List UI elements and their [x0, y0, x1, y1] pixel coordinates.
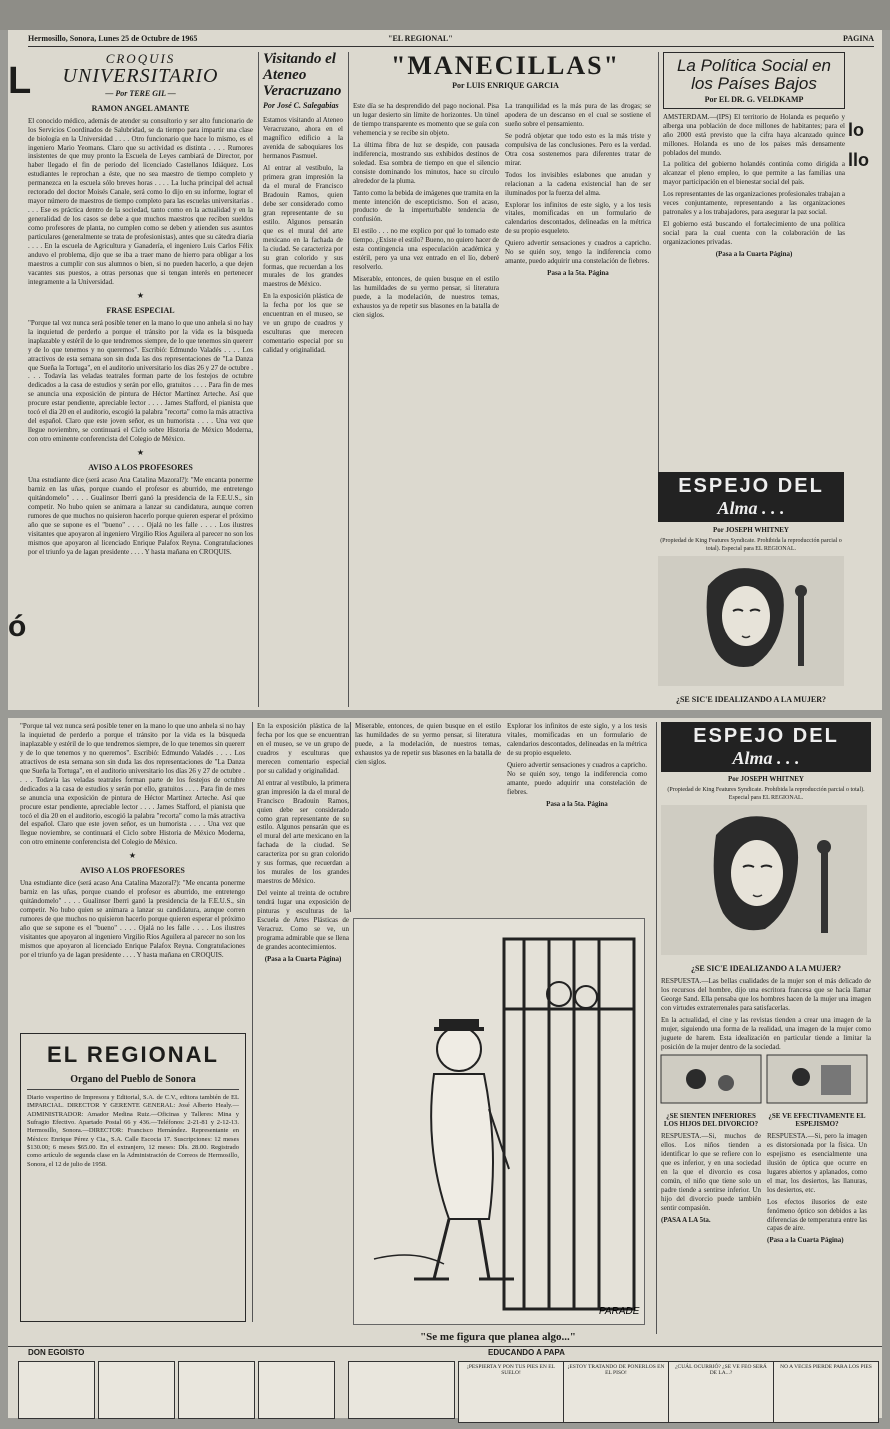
manecillas-paragraph: Miserable, entonces, de quien busque en el estilo las humildades de su yermo pensar, si literatura puede, a la modelación, de nuestros temas, exhaustos ya de repetir sus blasones en la batalla de cien siglos.: [355, 722, 501, 766]
croquis-paragraph: Una estudiante dice (será acaso Ana Catalina Mazoral?): "Me encanta ponerme barniz en las uñas, porque cuando el profesor es aburrido, me entretengo quitándomelo" . . . . Gualinsor Iberri ganó la presidencia de la F.E.U.S., sin competir. No hubo quien se animara a lanzar su candidatura, aunque corren rumores de que muchos no quisieron hacerlo porque quieren esperar el próximo año que se supone es el "bueno" . . . . Ojalá no les falle . . . . Los ilustres visitantes que apoyaron al ingeniero Virgilio Ríos Aguilera al parecer no son los mismos que apoyaron al licenciado Enrique Palafox Reyna. Congratulaciones por el triunfo ya de lagan presidente . . . . Y hasta mañana en CROQUIS.: [20, 879, 245, 959]
cartoon-caption: "Se me figura que planea algo...": [420, 1331, 576, 1343]
continued-note: (Pasa a la Cuarta Página): [715, 250, 793, 259]
manecillas-byline: Por LUIS ENRIQUE GARCIA: [452, 81, 559, 91]
ateneo-continuation: [252, 722, 349, 1322]
manecillas-paragraph: Se podrá objetar que todo esto es la más triste y compulsiva de las conclusiones. Pero es la verdad. Otra cosa sostenemos para diferentes tratar de mirar.: [505, 131, 651, 167]
jail-cartoon-illustration: [354, 919, 644, 1324]
politica-byline: Por EL DR. G. VELDKAMP: [704, 94, 804, 104]
comic-panel: [18, 1361, 95, 1419]
comic-panel: [258, 1361, 335, 1419]
masthead-info: Diario vespertino de Impresora y Editorial, S.A. de C.V., editora también de EL IMPARCIAL. DIRECTOR Y GERENTE GENERAL: José Alberto Healy.—ADMINISTRADOR: Amador Medina Ruiz.—Oficinas y Talleres: Mina y Sufragio Efectivo. Apartado Postal 66 y 436.—Teléfonos: 2-21-81 y 2-12-13. Hermosillo, Sonora.—DIRECTOR: Francisco Hernández. Representante en México: Enrique Pérez y Cia., S.A. Calle Escocia 17. Suscripciones: 12 meses $130.00; 6 meses $65.00. En el extranjero, 12 meses: Dls. 28.00. Registrado como artículo de segunda clase en la Administración de Correos de Hermosillo, Sonora, el 12 de julio de 1958.: [27, 1094, 239, 1168]
newspaper-page-bottom-scan: [8, 718, 882, 1418]
cartoon-panel: [353, 918, 645, 1325]
croquis-byline: — Por TERE GIL —: [105, 88, 176, 98]
ateneo-paragraph: Al entrar al vestíbulo, la primera gran impresión la da el mural de Francisco Bradouin Ramos, quien debe ser considerado como gran representante de su estilo. Algunos pensarán que es el mural del arte mexicano en la fachada de la ciudad. Se caracteriza por su gran colorido y sus formas, que recuerdan a los murales de los grandes maestros de México.: [257, 778, 349, 886]
manecillas-paragraph: Explorar los infinitos de este siglo, y a los tesis vitales, momificadas en un formulario de calendarios descontados, delineadas en la métrica de su propio esqueleto.: [507, 722, 647, 757]
manecillas-continuation: [350, 722, 655, 912]
comic-panel: [348, 1361, 455, 1419]
manecillas-paragraph: La última fibra de luz se despide, con pausada indiferencia, mostrando sus exhibidos destinos de soledad. Esa sombra de tiempo en que el silencio consiste dominando los minutos, hace su círculo alrededor de la pluma.: [353, 140, 499, 185]
espejo-answer: RESPUESTA.—Si, muchos de ellos. Los niños tienden a identificar lo que se refiere con lo que es inferior, y en una sociedad en la que el divorcio es cosa común, el niño que tiene solo un padre tiende a sentirse inferior. Un hijo del divorcio puede también sentir compasión.: [661, 1131, 761, 1212]
espejo-answer: RESPUESTA.—Las bellas cualidades de la mujer son el más delicado de los recursos del hombre, dijo una escritora francesa que se hacía llamar George Sand. Ella pensaba que los hombres hacen de la mujer una imagen con virtudes extraterrenales para satisfacerlas.: [661, 977, 871, 1013]
manecillas-col-2: [505, 102, 651, 281]
manecillas-paragraph: Este día se ha desprendido del pago nocional. Pisa un lugar desierto sin límite de horizontes. Un túnel de tiempo transparente es momento que se guía con vehemencia y se recibe sin objeto.: [353, 102, 499, 137]
woman-portrait-illustration: [658, 556, 844, 686]
clipped-right-column: lo llo: [848, 120, 869, 170]
manecillas-col-1: [353, 102, 499, 323]
ateneo-paragraph: Estamos visitando al Ateneo Veracruzano, ahora en el magnífico edificio a la avenida de saboquiares los hermanos Pasmuel.: [263, 116, 343, 161]
politica-paragraph: AMSTERDAM.—(IPS) El territorio de Holanda es pequeño y alberga una población de doce millones de habitantes; para el año 2000 está previsto que la cifra haya alcanzado quince millones. Holanda es uno de los países más densamente poblados del mundo.: [663, 112, 845, 157]
ateneo-title: Visitando el Ateneo Veracruzano: [263, 51, 342, 99]
croquis-paragraph: El conocido médico, además de atender su consultorio y ser alto funcionario de los Servicios Coordinados de Salubridad, se da tiempo para impartir una clase de biología en la Universidad . . . . Otro funcionario que hace lo mismo, es el ingeniero Mario Yeomans. Claro que su actividad es distinta . . . . Rumores insistentes de que muy pronto la Escuela de Leyes cambiará de Director, por haber llegado el fin de periodo del licenciado Castellanos Idiáquez. Los estudiantes le reprochan a éste, que no sea maestro de tiempo completo y permanezca en la escuela sólo breves horas . . . . La lucha principal del actual rectorado del doctor Moisés Canale, será como lo dijo en su informe, lograr el mayor número de maestros de tiempo completo para las escuelas universitarias . . . . Ese es práctica dentro de la sociedad, tanto como en la actualidad y en la generalidad de los casos se debe a que muchos maestros que reciben sueldos como profesores de planta, no cumplen como se deben y atienden sus asuntos particulares (generalmente se trata de profesionistas), antes que su cátedra diaria . . . . En la escuela de Agricultura y Ganadería, el ingeniero Luis Carlos Félix anduvo el problema, dijo que se iba a traer mano de hierro para obligar a los maestros a cumplir con sus alumnos o bien, si no pueden hacerlo, a que dejen vacantes sus puestos, a otras personas que si tengan interés en pertenecer integramente a la Universidad.: [28, 116, 253, 286]
masthead-tagline: Organo del Pueblo de Sonora: [70, 1074, 196, 1085]
masthead-title: "EL REGIONAL": [388, 34, 453, 43]
croquis-subject: RAMON ANGEL AMANTE: [91, 103, 190, 113]
manecillas-paragraph: Todos los invisibles eslabones que anudan y relacionan a la cadena existencial han de ser iluminados por la fuerza del alma.: [505, 170, 651, 197]
espejo-rights: (Propiedad de King Features Syndicate. Prohibida la reproducción parcial o total). Especial para EL REGIONAL.: [660, 537, 842, 552]
croquis-title: UNIVERSITARIO: [62, 64, 219, 87]
espejo-header: ESPEJO DEL Alma . . .: [658, 472, 844, 522]
comic-strips: [8, 1346, 882, 1419]
dateline: Hermosillo, Sonora, Lunes 25 de Octubre de 1965: [28, 34, 198, 43]
manecillas-paragraph: Miserable, entonces, de quien busque en el estilo las humildades de su yermo pensar, si literatura puede, a la modelación, de nuestros temas, exhaustos ya de repetir sus blasones en la batalla de cien siglos.: [353, 275, 499, 319]
clipped-right-column: [870, 738, 882, 1338]
espejo-byline: Por JOSEPH WHITNEY: [713, 526, 789, 534]
continued-note: Pasa a la 5ta. Página: [546, 799, 608, 808]
comic-panel: [563, 1361, 669, 1423]
politica-paragraph: La política del gobierno holandés continúa como dirigida a alcanzar el pleno empleo, lo que permite a las familias una mayor participación en el bienestar social del país.: [663, 160, 845, 187]
continued-note: (PASA A LA 5ta.: [661, 1215, 711, 1224]
scan-top-edge: [0, 0, 890, 30]
comic-title-educando-a-papa: EDUCANDO A PAPA: [488, 1348, 565, 1357]
politica-paragraph: Los representantes de las organizaciones profesionales trabajan a veces conjuntamente, representando a las organizaciones patronales y a los trabajadores, para asegurar la paz social.: [663, 190, 845, 217]
separator-star: ★: [136, 448, 145, 458]
continued-note: (Pasa a la Cuarta Página): [264, 954, 342, 963]
newspaper-page-top-scan: [8, 30, 882, 710]
continued-note: Pasa a la 5ta. Página: [547, 269, 609, 278]
espejo-column: [656, 722, 871, 1334]
croquis-continuation: "Porque tal vez nunca será posible tener en la mano lo que uno anhela si no hay la inquietud de perderlo a porque el tránsito por la vida es la búsqueda inaplazable y estéril de lo que tendremos siempre, de lo que tenemos sin quererr y de lo que tenemos y no queremos". Escribió: Edmundo Valadés . . . . Los atractivos de esta semana son sin duda las dos representaciones de "La Danza que Sueña la Tortuga", en el auditorio universitario los días 26 y 27 de octubre . . . . Todavía las veladas teatrales forman parte de los festejos de octubre dedicados a la casa de estudios y serán por ello, gratuitos . . . . Para fin de mes se anuncia una exposición de pintura de Héctor Martínez Arteche. Así que procure estar pendiente, apreciable lector . . . . James Stafford, el pianista que tocó el día 20 en el auditorio, escogió la palabra "recorta" como la más atractiva del español. Claro que este joven señor, es un humorista . . . . Una vez que llegue noviembre, se continuará el Ciclo sobre Historia de México Moderna, con otro eminente conferencista del Colegio de México. ★ AVISO A LOS PROFESORES Una estudiante dice (será acaso Ana Catalina Mazoral?): "Me encanta ponerme barniz en las uñas, porque cuando el profesor es aburrido, me entretengo quitándomelo" . . . . Gualinsor Iberri ganó la presidencia de la F.E.U.S., sin competir. No hubo quien se animara a lanzar su candidatura, aunque corren rumores de que muchos no quisieron hacerlo porque quieren esperar el próximo año que se supone es el "bueno" . . . . Ojalá no les falle . . . . Los ilustres visitantes que apoyaron al ingeniero Virgilio Ríos Aguilera al parecer no son los mismos que apoyaron al licenciado Enrique Palafox Reyna. Congratulaciones por el triunfo ya de lagan presidente . . . . Y hasta mañana en CROQUIS.: [20, 722, 245, 959]
ateneo-paragraph: En la exposición plástica de la fecha por los que se encuentran en el museo, se ve un grupo de cuadros y esculturas que merecen comentario especial por su calidad y originalidad.: [257, 722, 349, 775]
espejo-question: ¿SE SIENTEN INFERIORES LOS HIJOS DEL DIVORCIO?: [663, 1111, 759, 1128]
croquis-title-top: CROQUIS: [105, 51, 176, 66]
ateneo-paragraph: Al entrar al vestíbulo, la primera gran impresión la da el mural de Francisco Bradouin Ramos, quien debe ser considerado como gran representante de su estilo. Algunos pensarán que es el mural del arte mexicano en la fachada de la ciudad. Se caracteriza por su gran colorido y sus formas, que recuerdan a los murales de los grandes maestros de México.: [263, 164, 343, 289]
ateneo-paragraph: En la exposición plástica de la fecha por los que se encuentran en el museo, se ve un grupo de cuadros y esculturas que merecen comentario especial por su calidad y originalidad.: [263, 292, 343, 355]
ateneo-article: [258, 52, 343, 707]
manecillas-paragraph: El estilo . . . no me explico por qué lo tomado este tiempo. ¿Existe el estilo? Bueno, no quiero hacer de esta contingencia una especulación académica y estéril, pero ya una vez entrado en el lío, deberé resolverlo.: [353, 227, 499, 272]
manecillas-paragraph: Quiero advertir sensaciones y cuadros a capricho. No se quién soy, tengo la indiferencia como amante, puedo adquirir una constelación de fiebres.: [505, 239, 651, 266]
politica-article: [658, 52, 845, 472]
continued-note: (Pasa a la Cuarta Página): [767, 1236, 844, 1245]
speech-bubble: ¡ESTOY TRATANDO DE PONERLOS EN EL PISO!: [567, 1364, 665, 1376]
speech-bubble: NO A VECES PIERDE PARA LOS PIES: [780, 1364, 872, 1370]
speech-bubble: ¡PESPIERTA Y PON TUS PIES EN EL SUELO!: [467, 1364, 555, 1376]
espejo-header: ESPEJO DEL Alma . . .: [661, 722, 871, 772]
ateneo-byline: Por José C. Salegabias: [263, 101, 339, 111]
croquis-paragraph: "Porque tal vez nunca será posible tener en la mano lo que uno anhela si no hay la inquietud de perderlo a porque el tránsito por la vida es la búsqueda inaplazable y estéril de lo que tendremos siempre, de lo que tenemos sin quererr y de lo que tenemos y no queremos". Escribió: Edmundo Valadés . . . . Los atractivos de esta semana son sin duda las dos representaciones de "La Danza que Sueña la Tortuga", en el auditorio universitario los días 26 y 27 de octubre . . . . Todavía las veladas teatrales forman parte de los festejos de octubre dedicados a la casa de estudios y serán por ello, gratuitos . . . . Para fin de mes se anuncia una exposición de pintura de Héctor Martínez Arteche. Así que procure estar pendiente, apreciable lector . . . . James Stafford, el pianista que tocó el día 20 en el auditorio, escogió la palabra "recorta" como la más atractiva del español. Claro que este joven señor, es un humorista . . . . Una vez que llegue noviembre, se continuará el Ciclo sobre Historia de México Moderna, con otro eminente conferencista del Colegio de México.: [28, 318, 253, 444]
croquis-paragraph: "Porque tal vez nunca será posible tener en la mano lo que uno anhela si no hay la inquietud de perderlo a porque el tránsito por la vida es la búsqueda inaplazable y estéril de lo que tendremos siempre, de lo que tenemos sin quererr y de lo que tenemos y no queremos". Escribió: Edmundo Valadés . . . . Los atractivos de esta semana son sin duda las dos representaciones de "La Danza que Sueña la Tortuga", en el auditorio universitario los días 26 y 27 de octubre . . . . Todavía las veladas teatrales forman parte de los festejos de octubre dedicados a la casa de estudios y serán por ello, gratuitos . . . . Para fin de mes se anuncia una exposición de pintura de Héctor Martínez Arteche. Así que procure estar pendiente, apreciable lector . . . . James Stafford, el pianista que tocó el día 20 en el auditorio, escogió la palabra "recorta" como la más atractiva del español. Claro que este joven señor, es un humorista . . . . Una vez que llegue noviembre, se continuará el Ciclo sobre Historia de México Moderna, con otro eminente conferencista del Colegio de México.: [20, 722, 245, 847]
espejo-answer: Los efectos ilusorios de este fenómeno óptico son debidos a las diferencias de temperatura entre las capas de aire.: [767, 1197, 867, 1233]
espejo-question: ¿SE SIC'E IDEALIZANDO A LA MUJER?: [675, 695, 827, 705]
comic-panel: [458, 1361, 564, 1423]
comic-panel: [668, 1361, 774, 1423]
comic-panel: [178, 1361, 255, 1419]
espejo-column-top: [658, 472, 844, 707]
comic-panel: [773, 1361, 879, 1423]
espejo-question: ¿SE SIC'E IDEALIZANDO A LA MUJER?: [690, 964, 842, 974]
manecillas-paragraph: Tanto como la bebida de imágenes que tramita en la mente intención de escepticismo. Son el acaso, producto de la imperturbable tendencia de confusión.: [353, 188, 499, 224]
ateneo-paragraph: Del veinte al treinta de octubre tendrá lugar una exposición de pinturas y esculturas de la Escuela de Artes Plásticas de Veracruz. Como se ve, un programa admirable que se llena de grandes acontecimientos.: [257, 889, 349, 951]
cartoon-signature: PARADE: [599, 1306, 640, 1317]
page-header: [28, 32, 874, 47]
espejo-answer: En la actualidad, el cine y las revistas tienden a crear una imagen de la mujer, siguiendo una forma de la realidad, una imagen de la mujer como juguete de harem. Esta idealización en particular tiende a limitar la posición de la mujer dentro de la sociedad.: [661, 1016, 871, 1051]
espejo-answer: RESPUESTA.—Si, pero la imagen es distorsionada por la física. Un espejismo es esencialmente una ilusión de óptica que ocurre en lugares abiertos y aplanados, como el mar, los desiertos, las llanuras, los desiertos, etc.: [767, 1131, 867, 1194]
el-regional-masthead-box: [20, 1033, 246, 1322]
croquis-paragraph: Una estudiante dice (será acaso Ana Catalina Mazoral?): "Me encanta ponerme barniz en las uñas, porque cuando el profesor es aburrido, me entretengo quitándomelo" . . . . Gualinsor Iberri ganó la presidencia de la F.E.U.S., sin competir. No hubo quien se animara a lanzar su candidatura, aunque corren rumores de que muchos no quisieron hacerlo porque quieren esperar el próximo año que se supone es el "bueno" . . . . Ojalá no les falle . . . . Los ilustres visitantes que apoyaron al ingeniero Virgilio Ríos Aguilera al parecer no son los mismos que apoyaron al licenciado Enrique Palafox Reyna. Congratulaciones por el triunfo ya de lagan presidente . . . . Y hasta mañana en CROQUIS.: [28, 476, 253, 556]
politica-title-box: [663, 52, 845, 109]
page-label: PAGINA: [843, 34, 874, 43]
manecillas-paragraph: Explorar los infinitos de este siglo, y a los tesis vitales, momificadas en un formulario de calendarios descontados, delineadas en la métrica de su propio esqueleto.: [505, 200, 651, 236]
manecillas-paragraph: Quiero advertir sensaciones y cuadros a capricho. No se quién soy, tengo la indiferencia como amante, puedo adquirir una constelación de fiebres.: [507, 760, 647, 796]
clipped-left-column: L ó: [8, 60, 32, 643]
manecillas-paragraph: La tranquilidad es la más pura de las drogas; se apodera de un descanso en el cual se sostiene el sueño sobre el pensamiento.: [505, 102, 651, 128]
illustration-pair: [661, 1055, 867, 1103]
avisos-heading: AVISO A LOS PROFESORES: [88, 463, 193, 473]
separator-star: ★: [136, 290, 145, 300]
politica-title: La Política Social en los Países Bajos: [676, 56, 832, 93]
avisos-heading: AVISO A LOS PROFESORES: [80, 866, 185, 876]
frase-heading: FRASE ESPECIAL: [106, 305, 175, 315]
espejo-question: ¿SE VE EFECTIVAMENTE EL ESPEJISMO?: [768, 1111, 866, 1128]
comic-title-don-egoisto: DON EGOISTO: [28, 1348, 85, 1357]
manecillas-article: [348, 52, 658, 707]
espejo-rights: (Propiedad de King Features Syndicate. Prohibida la reproducción parcial o total). Especial para EL REGIONAL.: [667, 786, 865, 801]
comic-panel: [98, 1361, 175, 1419]
croquis-article: [28, 52, 253, 707]
espejo-byline: Por JOSEPH WHITNEY: [728, 775, 804, 783]
manecillas-title: "MANECILLAS": [390, 51, 621, 80]
woman-portrait-illustration: [661, 805, 867, 955]
speech-bubble: ¿CUÁL OCURRIÓ? ¿SE VE FEO SERÁ DE LA...?: [675, 1364, 767, 1376]
masthead-name: EL REGIONAL: [47, 1042, 219, 1067]
politica-paragraph: El gobierno está buscando el fortalecimiento de una política social para la cual cuenta con la colaboración de las organizaciones privadas.: [663, 220, 845, 247]
